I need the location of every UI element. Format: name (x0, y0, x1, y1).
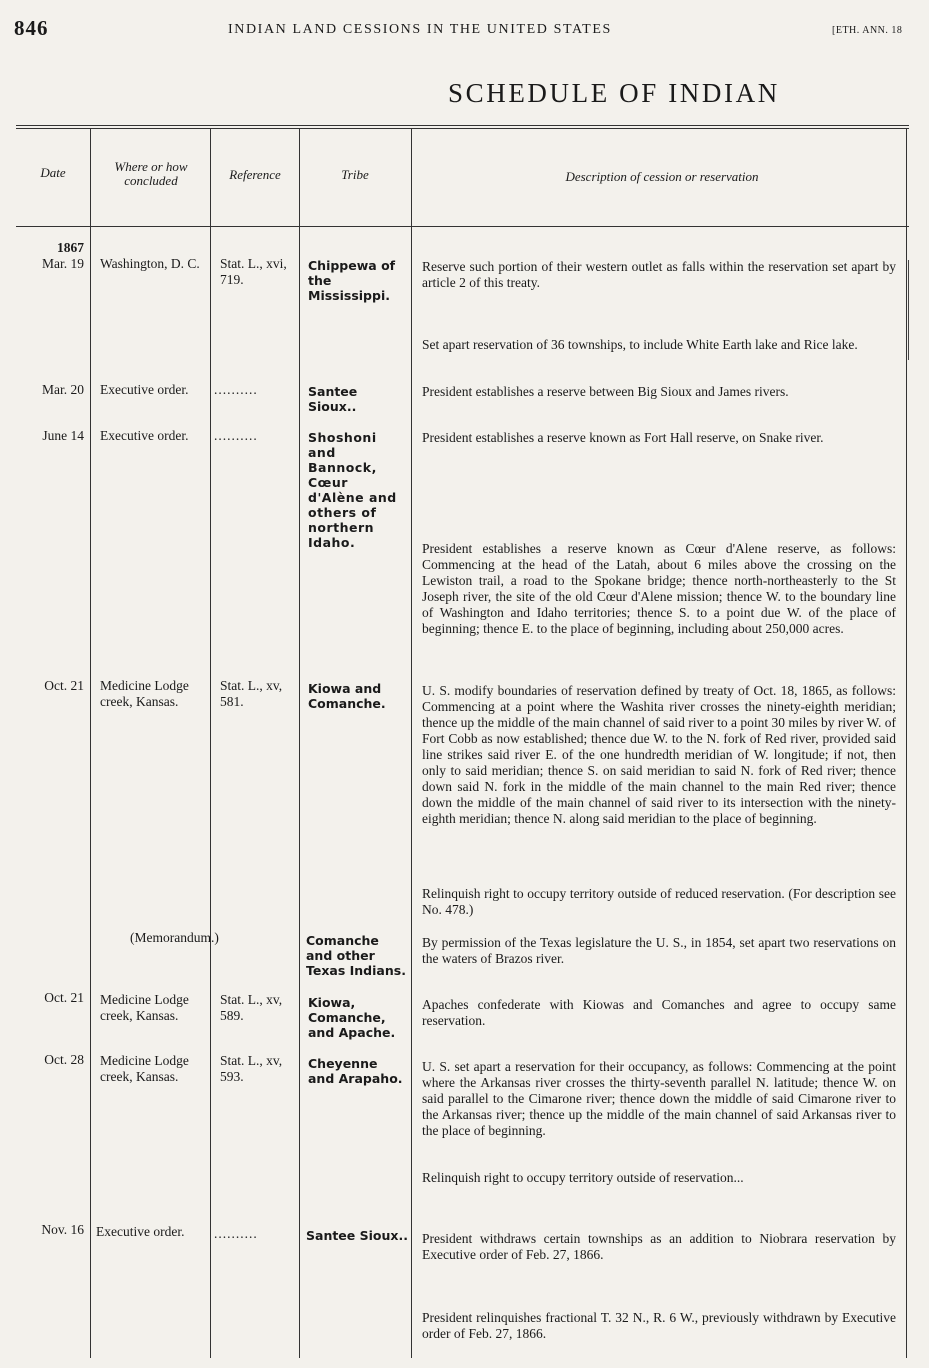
column-rule-3 (299, 128, 300, 1358)
row-reference: .......... (214, 382, 258, 397)
column-rule-2 (210, 128, 211, 1358)
row-where: Medicine Lodge creek, Kansas. (100, 1053, 189, 1084)
row-tribe: Santee Sioux.. (306, 1228, 408, 1243)
year-label: 1867 (57, 240, 84, 255)
row-description: President relinquishes fractional T. 32 N., R. 6 W., previously withdrawn by Executive order of Feb. 27, 1866. (422, 1310, 896, 1341)
row-description: U. S. set apart a reservation for their occupancy, as follows: Commencing at the point where the Arkansas river crosses the thirty-seventh parallel N. latitude; thence W. on said parallel to the Cimarone river; thence down the middle of said Cimarone river to the Arkansas river; thence up the middle of the main channel of said Arkansas river to the place of beginning. (422, 1059, 896, 1138)
row-where: Medicine Lodge creek, Kansas. (100, 678, 189, 709)
row-where: Washington, D. C. (100, 256, 200, 271)
row-reference: Stat. L., xvi, 719. (220, 256, 287, 287)
row-reference: Stat. L., xv, 593. (220, 1053, 283, 1084)
row-date: Oct. 21 (44, 990, 84, 1005)
col-header-where: Where or how concluded (114, 159, 188, 188)
row-reference: .......... (214, 1226, 258, 1241)
row-where: Executive order. (100, 382, 189, 397)
page-number: 846 (14, 16, 49, 40)
row-tribe: Chippewa of the Mississippi. (308, 258, 396, 303)
row-where: Executive order. (96, 1224, 185, 1239)
row-tribe: Santee Sioux.. (308, 384, 358, 414)
row-description: Apaches confederate with Kiowas and Comanches and agree to occupy same reservation. (422, 997, 896, 1028)
row-tribe: Comanche and other Texas Indians. (306, 933, 406, 978)
row-reference: Stat. L., xv, 589. (220, 992, 283, 1023)
row-description: Relinquish right to occupy territory outside of reduced reservation. (For description see No. 478.) (422, 886, 896, 917)
row-description: President establishes a reserve known as Cœur d'Alene reserve, as follows: Commencing at the head of the Latah, about 6 miles above the crossing on the Lewiston trail, a road to the Spokane bridge; thence north-northeasterly to the St Joseph river, the site of the old Cœur d'Alene mission; thence W. to the boundary line of Washington and Idaho territories; thence S. to a point due W. of the place of beginning; thence E. to the place of beginning, including about 250,000 acres. (422, 541, 896, 636)
row-description: U. S. modify boundaries of reservation defined by treaty of Oct. 18, 1865, as follows: Commencing at a point where the Washita river crosses the ninety-eighth meridian; thence up the middle of the main channel of said river to a point 30 miles by river W. of Fort Cobb as now established; thence due W. to the N. fork of Red river, provided said line strikes said river E. of the one hundredth meridian of W. longitude; if not, then only to said meridian; thence S. on said meridian to said N. fork of Red river; thence down said N. fork in the middle of the main channel to the main Red river; thence down the middle of the main channel of said river to its intersection with the ninety-eighth meridian; thence N. along said meridian to the place of beginning. (422, 683, 896, 826)
row-date: June 14 (42, 428, 84, 443)
row-description: Reserve such portion of their western outlet as falls within the reservation set apart by article 2 of this treaty. (422, 259, 896, 290)
row-date: Mar. 19 (42, 256, 84, 271)
header-bottom-rule (16, 226, 909, 227)
row-where: Medicine Lodge creek, Kansas. (100, 992, 189, 1023)
running-head (0, 16, 929, 46)
row-reference: Stat. L., xv, 581. (220, 678, 283, 709)
row-description: Set apart reservation of 36 townships, to include White Earth lake and Rice lake. (422, 337, 858, 352)
row-date: Oct. 21 (44, 678, 84, 693)
schedule-title: SCHEDULE OF INDIAN (448, 78, 780, 108)
table-top-rule (16, 125, 909, 126)
row-tribe: Kiowa, Comanche, and Apache. (308, 995, 396, 1040)
row-where: Executive order. (100, 428, 189, 443)
brace-mark (896, 260, 909, 360)
column-rule-1 (90, 128, 91, 1358)
row-description: Relinquish right to occupy territory outside of reservation... (422, 1170, 744, 1185)
row-description: President establishes a reserve between Big Sioux and James rivers. (422, 384, 789, 399)
running-right: [ETH. ANN. 18 (832, 25, 903, 36)
col-header-date: Date (40, 165, 66, 180)
row-tribe: Cheyenne and Arapaho. (308, 1056, 403, 1086)
row-description: President withdraws certain townships as an addition to Niobrara reservation by Executive order of Feb. 27, 1866. (422, 1231, 896, 1262)
row-date: Mar. 20 (42, 382, 84, 397)
col-header-tribe: Tribe (341, 167, 369, 182)
table-top-rule-2 (16, 128, 909, 129)
col-header-description: Description of cession or reservation (565, 169, 759, 184)
row-description: By permission of the Texas legislature the U. S., in 1854, set apart two reservations on the waters of Brazos river. (422, 935, 896, 966)
row-date: Nov. 16 (41, 1222, 84, 1237)
running-title: INDIAN LAND CESSIONS IN THE UNITED STATES (228, 22, 612, 37)
memorandum-label: (Memorandum.) (130, 930, 219, 945)
row-description: President establishes a reserve known as Fort Hall reserve, on Snake river. (422, 430, 824, 445)
column-rule-4 (411, 128, 412, 1358)
row-date: Oct. 28 (44, 1052, 84, 1067)
row-tribe: Shoshoni and Bannock, Cœur d'Alène and others of northern Idaho. (308, 430, 397, 550)
row-tribe: Kiowa and Comanche. (308, 681, 386, 711)
row-reference: .......... (214, 428, 258, 443)
col-header-reference: Reference (229, 167, 281, 182)
